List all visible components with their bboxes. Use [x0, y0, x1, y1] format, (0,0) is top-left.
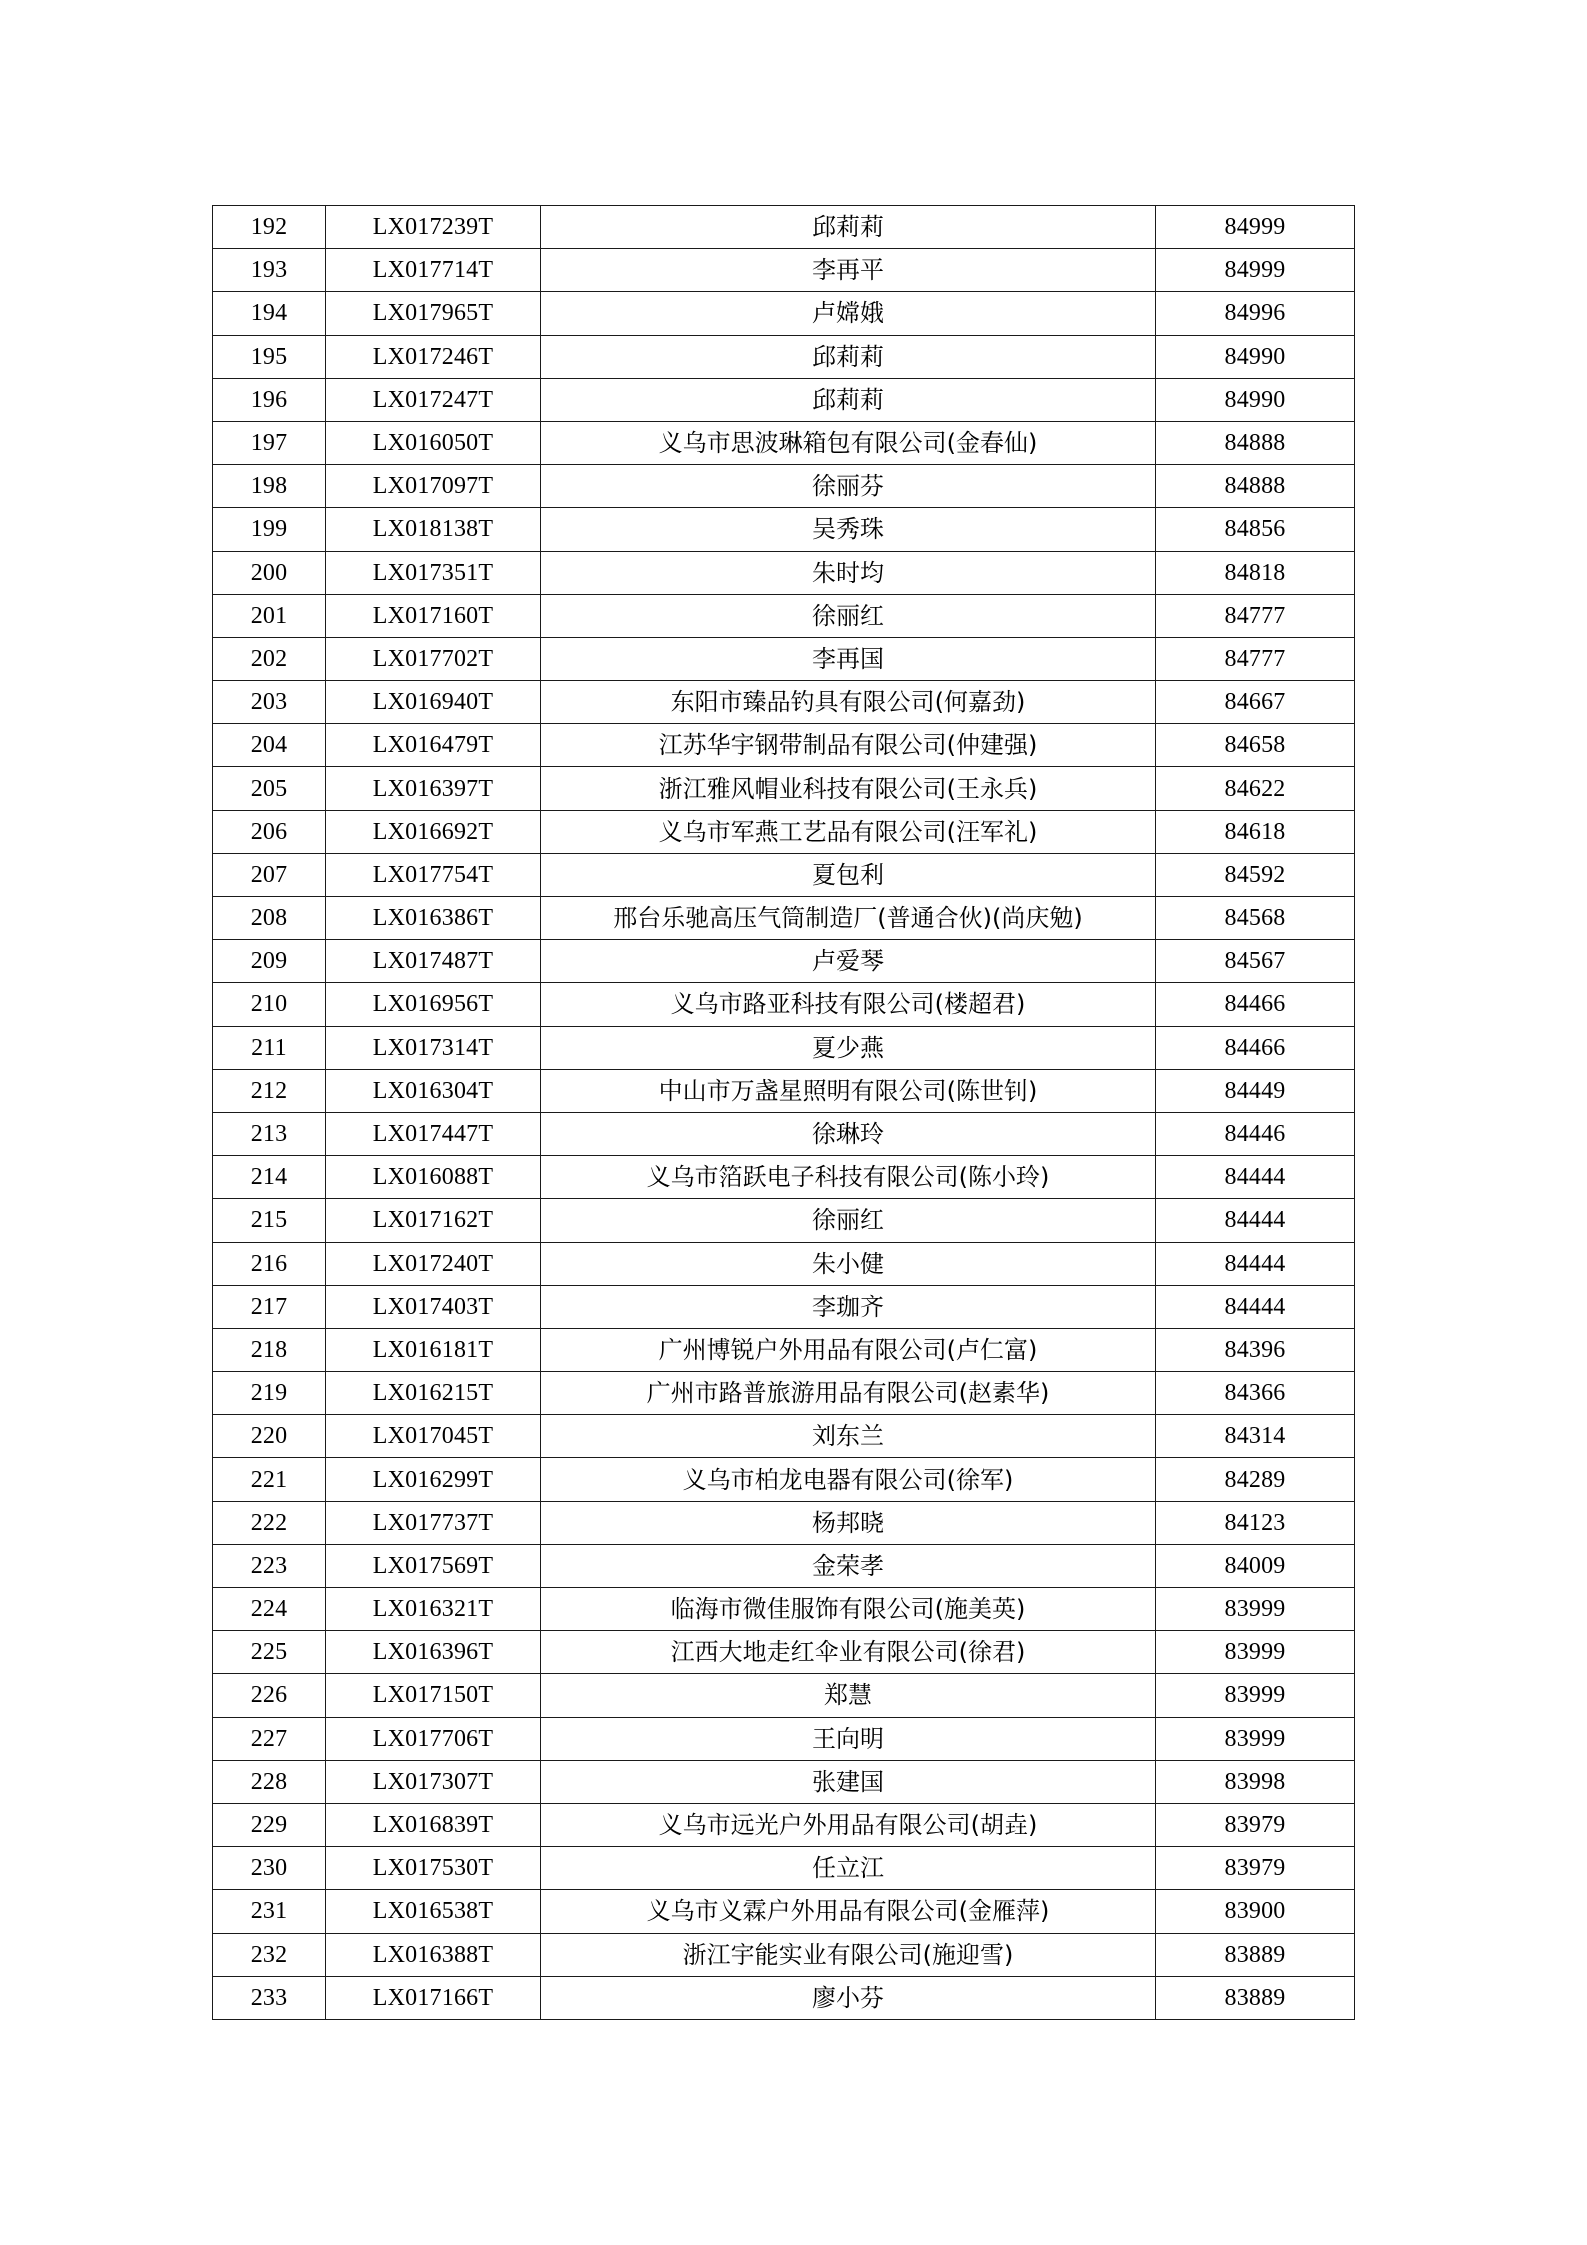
name-cell: 刘东兰 — [541, 1415, 1156, 1458]
code-cell: LX017569T — [326, 1544, 541, 1587]
code-cell: LX016538T — [326, 1890, 541, 1933]
score-cell: 83999 — [1156, 1674, 1355, 1717]
name-cell: 浙江雅风帽业科技有限公司(王永兵) — [541, 767, 1156, 810]
score-cell: 84990 — [1156, 335, 1355, 378]
rank-cell: 225 — [213, 1631, 326, 1674]
score-cell: 83900 — [1156, 1890, 1355, 1933]
code-cell: LX017714T — [326, 249, 541, 292]
name-cell: 浙江宇能实业有限公司(施迎雪) — [541, 1933, 1156, 1976]
rank-cell: 220 — [213, 1415, 326, 1458]
name-cell: 张建国 — [541, 1760, 1156, 1803]
name-cell: 义乌市路亚科技有限公司(楼超君) — [541, 983, 1156, 1026]
name-cell: 朱时均 — [541, 551, 1156, 594]
rank-cell: 219 — [213, 1372, 326, 1415]
score-cell: 84314 — [1156, 1415, 1355, 1458]
score-cell: 83889 — [1156, 1976, 1355, 2019]
rank-cell: 201 — [213, 594, 326, 637]
rank-cell: 226 — [213, 1674, 326, 1717]
code-cell: LX017246T — [326, 335, 541, 378]
table-row — [213, 378, 1355, 421]
table-row — [213, 594, 1355, 637]
name-cell: 王向明 — [541, 1717, 1156, 1760]
table-row — [213, 508, 1355, 551]
table-row — [213, 724, 1355, 767]
name-cell: 徐丽红 — [541, 594, 1156, 637]
rank-cell: 210 — [213, 983, 326, 1026]
score-cell: 83979 — [1156, 1847, 1355, 1890]
score-cell: 84289 — [1156, 1458, 1355, 1501]
name-cell: 邱莉莉 — [541, 206, 1156, 249]
table-row — [213, 206, 1355, 249]
code-cell: LX016386T — [326, 897, 541, 940]
rank-cell: 199 — [213, 508, 326, 551]
rank-cell: 196 — [213, 378, 326, 421]
score-cell: 84444 — [1156, 1285, 1355, 1328]
name-cell: 义乌市军燕工艺品有限公司(汪军礼) — [541, 810, 1156, 853]
table-row — [213, 940, 1355, 983]
score-cell: 84466 — [1156, 983, 1355, 1026]
name-cell: 义乌市思波琳箱包有限公司(金春仙) — [541, 421, 1156, 464]
score-cell: 84366 — [1156, 1372, 1355, 1415]
name-cell: 卢嫦娥 — [541, 292, 1156, 335]
rank-cell: 208 — [213, 897, 326, 940]
name-cell: 廖小芬 — [541, 1976, 1156, 2019]
table-row — [213, 681, 1355, 724]
table-row — [213, 1760, 1355, 1803]
score-cell: 84009 — [1156, 1544, 1355, 1587]
score-cell: 84888 — [1156, 421, 1355, 464]
score-cell: 83999 — [1156, 1717, 1355, 1760]
code-cell: LX017447T — [326, 1112, 541, 1155]
code-cell: LX016299T — [326, 1458, 541, 1501]
name-cell: 徐琳玲 — [541, 1112, 1156, 1155]
table-row — [213, 465, 1355, 508]
table-row — [213, 1501, 1355, 1544]
code-cell: LX016396T — [326, 1631, 541, 1674]
table-row — [213, 853, 1355, 896]
table-row — [213, 421, 1355, 464]
rank-cell: 227 — [213, 1717, 326, 1760]
table-row — [213, 292, 1355, 335]
table-row — [213, 1847, 1355, 1890]
table-row — [213, 1803, 1355, 1846]
rank-cell: 223 — [213, 1544, 326, 1587]
table-row — [213, 1890, 1355, 1933]
rank-cell: 212 — [213, 1069, 326, 1112]
table-row — [213, 1069, 1355, 1112]
table-row — [213, 1458, 1355, 1501]
name-cell: 邱莉莉 — [541, 378, 1156, 421]
table-row — [213, 1112, 1355, 1155]
name-cell: 江苏华宇钢带制品有限公司(仲建强) — [541, 724, 1156, 767]
table-row — [213, 1717, 1355, 1760]
score-cell: 84999 — [1156, 206, 1355, 249]
table-row — [213, 1544, 1355, 1587]
score-cell: 84658 — [1156, 724, 1355, 767]
rank-cell: 222 — [213, 1501, 326, 1544]
name-cell: 义乌市箔跃电子科技有限公司(陈小玲) — [541, 1156, 1156, 1199]
table-row — [213, 1372, 1355, 1415]
score-cell: 84123 — [1156, 1501, 1355, 1544]
code-cell: LX017754T — [326, 853, 541, 896]
rank-cell: 204 — [213, 724, 326, 767]
rank-cell: 202 — [213, 637, 326, 680]
code-cell: LX017307T — [326, 1760, 541, 1803]
table-row — [213, 1156, 1355, 1199]
rank-cell: 224 — [213, 1588, 326, 1631]
rank-cell: 228 — [213, 1760, 326, 1803]
table-row — [213, 1285, 1355, 1328]
name-cell: 临海市微佳服饰有限公司(施美英) — [541, 1588, 1156, 1631]
code-cell: LX017247T — [326, 378, 541, 421]
name-cell: 金荣孝 — [541, 1544, 1156, 1587]
rank-cell: 233 — [213, 1976, 326, 2019]
name-cell: 李再平 — [541, 249, 1156, 292]
table-row — [213, 897, 1355, 940]
code-cell: LX017045T — [326, 1415, 541, 1458]
score-cell: 84567 — [1156, 940, 1355, 983]
code-cell: LX016321T — [326, 1588, 541, 1631]
score-cell: 84777 — [1156, 637, 1355, 680]
table-row — [213, 1674, 1355, 1717]
table-row — [213, 1631, 1355, 1674]
table-row — [213, 1242, 1355, 1285]
name-cell: 李再国 — [541, 637, 1156, 680]
code-cell: LX016479T — [326, 724, 541, 767]
score-cell: 83979 — [1156, 1803, 1355, 1846]
rank-cell: 230 — [213, 1847, 326, 1890]
rank-cell: 192 — [213, 206, 326, 249]
code-cell: LX017702T — [326, 637, 541, 680]
rank-cell: 203 — [213, 681, 326, 724]
code-cell: LX017239T — [326, 206, 541, 249]
score-cell: 84568 — [1156, 897, 1355, 940]
score-cell: 84446 — [1156, 1112, 1355, 1155]
code-cell: LX017487T — [326, 940, 541, 983]
code-cell: LX017737T — [326, 1501, 541, 1544]
table-row — [213, 1199, 1355, 1242]
code-cell: LX017150T — [326, 1674, 541, 1717]
score-cell: 84622 — [1156, 767, 1355, 810]
rank-cell: 229 — [213, 1803, 326, 1846]
rank-cell: 207 — [213, 853, 326, 896]
code-cell: LX016181T — [326, 1328, 541, 1371]
score-cell: 83999 — [1156, 1631, 1355, 1674]
score-cell: 84999 — [1156, 249, 1355, 292]
name-cell: 义乌市义霖户外用品有限公司(金雁萍) — [541, 1890, 1156, 1933]
score-cell: 83889 — [1156, 1933, 1355, 1976]
code-cell: LX017097T — [326, 465, 541, 508]
score-cell: 84777 — [1156, 594, 1355, 637]
score-cell: 84449 — [1156, 1069, 1355, 1112]
code-cell: LX016397T — [326, 767, 541, 810]
table-row — [213, 983, 1355, 1026]
code-cell: LX018138T — [326, 508, 541, 551]
rank-cell: 217 — [213, 1285, 326, 1328]
name-cell: 义乌市柏龙电器有限公司(徐军) — [541, 1458, 1156, 1501]
code-cell: LX017351T — [326, 551, 541, 594]
name-cell: 卢爱琴 — [541, 940, 1156, 983]
rank-cell: 206 — [213, 810, 326, 853]
name-cell: 徐丽芬 — [541, 465, 1156, 508]
code-cell: LX017160T — [326, 594, 541, 637]
rank-cell: 197 — [213, 421, 326, 464]
code-cell: LX016839T — [326, 1803, 541, 1846]
score-cell: 84444 — [1156, 1156, 1355, 1199]
table-row — [213, 810, 1355, 853]
rank-cell: 214 — [213, 1156, 326, 1199]
code-cell: LX016215T — [326, 1372, 541, 1415]
score-cell: 83998 — [1156, 1760, 1355, 1803]
score-cell: 84444 — [1156, 1242, 1355, 1285]
name-cell: 邱莉莉 — [541, 335, 1156, 378]
score-cell: 84990 — [1156, 378, 1355, 421]
table-row — [213, 249, 1355, 292]
score-cell: 83999 — [1156, 1588, 1355, 1631]
name-cell: 徐丽红 — [541, 1199, 1156, 1242]
code-cell: LX016304T — [326, 1069, 541, 1112]
rank-cell: 194 — [213, 292, 326, 335]
rank-cell: 218 — [213, 1328, 326, 1371]
name-cell: 邢台乐驰高压气筒制造厂(普通合伙)(尚庆勉) — [541, 897, 1156, 940]
name-cell: 广州博锐户外用品有限公司(卢仁富) — [541, 1328, 1156, 1371]
rank-cell: 195 — [213, 335, 326, 378]
rank-cell: 193 — [213, 249, 326, 292]
results-table — [212, 205, 1355, 2020]
code-cell: LX017166T — [326, 1976, 541, 2019]
code-cell: LX016692T — [326, 810, 541, 853]
name-cell: 夏少燕 — [541, 1026, 1156, 1069]
score-cell: 84592 — [1156, 853, 1355, 896]
rank-cell: 205 — [213, 767, 326, 810]
score-cell: 84888 — [1156, 465, 1355, 508]
score-cell: 84667 — [1156, 681, 1355, 724]
name-cell: 义乌市远光户外用品有限公司(胡垚) — [541, 1803, 1156, 1846]
score-cell: 84856 — [1156, 508, 1355, 551]
rank-cell: 216 — [213, 1242, 326, 1285]
code-cell: LX017965T — [326, 292, 541, 335]
table-row — [213, 1933, 1355, 1976]
rank-cell: 231 — [213, 1890, 326, 1933]
name-cell: 东阳市臻品钓具有限公司(何嘉劲) — [541, 681, 1156, 724]
table-row — [213, 637, 1355, 680]
rank-cell: 209 — [213, 940, 326, 983]
code-cell: LX017240T — [326, 1242, 541, 1285]
rank-cell: 198 — [213, 465, 326, 508]
score-cell: 84618 — [1156, 810, 1355, 853]
name-cell: 杨邦晓 — [541, 1501, 1156, 1544]
name-cell: 夏包利 — [541, 853, 1156, 896]
score-cell: 84996 — [1156, 292, 1355, 335]
code-cell: LX017403T — [326, 1285, 541, 1328]
code-cell: LX017162T — [326, 1199, 541, 1242]
rank-cell: 211 — [213, 1026, 326, 1069]
table-row — [213, 767, 1355, 810]
score-cell: 84466 — [1156, 1026, 1355, 1069]
table-row — [213, 1026, 1355, 1069]
code-cell: LX016956T — [326, 983, 541, 1026]
table-row — [213, 335, 1355, 378]
rank-cell: 221 — [213, 1458, 326, 1501]
table-row — [213, 1588, 1355, 1631]
code-cell: LX016940T — [326, 681, 541, 724]
score-cell: 84818 — [1156, 551, 1355, 594]
table-row — [213, 1976, 1355, 2019]
rank-cell: 200 — [213, 551, 326, 594]
name-cell: 中山市万盏星照明有限公司(陈世钊) — [541, 1069, 1156, 1112]
score-cell: 84444 — [1156, 1199, 1355, 1242]
code-cell: LX017530T — [326, 1847, 541, 1890]
name-cell: 李珈齐 — [541, 1285, 1156, 1328]
table-row — [213, 1415, 1355, 1458]
name-cell: 任立江 — [541, 1847, 1156, 1890]
code-cell: LX016050T — [326, 421, 541, 464]
code-cell: LX017314T — [326, 1026, 541, 1069]
code-cell: LX017706T — [326, 1717, 541, 1760]
score-cell: 84396 — [1156, 1328, 1355, 1371]
code-cell: LX016388T — [326, 1933, 541, 1976]
rank-cell: 213 — [213, 1112, 326, 1155]
rank-cell: 215 — [213, 1199, 326, 1242]
table-row — [213, 551, 1355, 594]
code-cell: LX016088T — [326, 1156, 541, 1199]
name-cell: 郑慧 — [541, 1674, 1156, 1717]
name-cell: 吴秀珠 — [541, 508, 1156, 551]
name-cell: 广州市路普旅游用品有限公司(赵素华) — [541, 1372, 1156, 1415]
results-table-body — [213, 206, 1355, 2020]
rank-cell: 232 — [213, 1933, 326, 1976]
name-cell: 朱小健 — [541, 1242, 1156, 1285]
name-cell: 江西大地走红伞业有限公司(徐君) — [541, 1631, 1156, 1674]
table-row — [213, 1328, 1355, 1371]
